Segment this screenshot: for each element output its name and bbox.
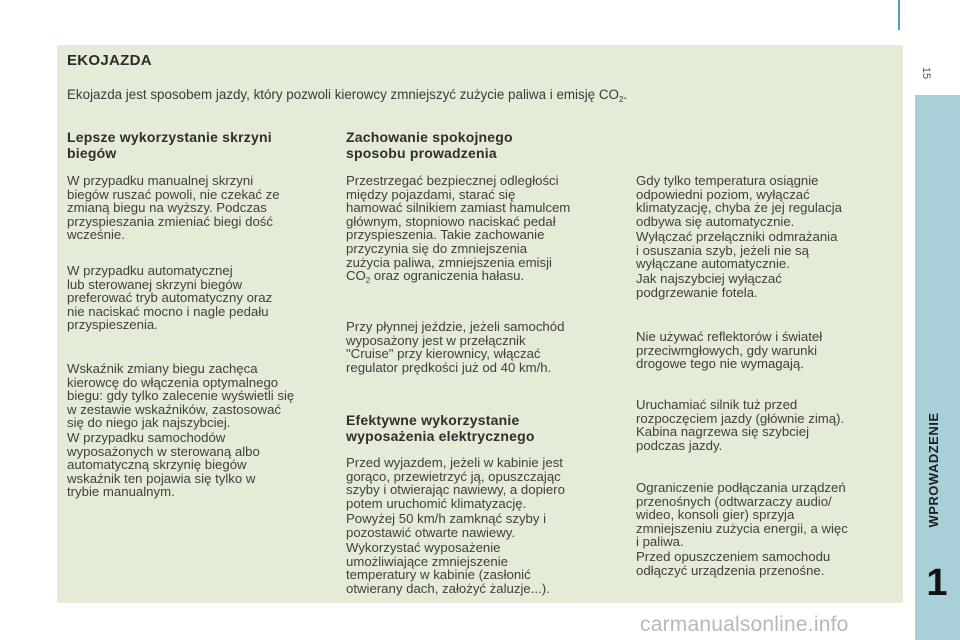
heading-calm-driving: Zachowanie spokojnego sposobu prowadzenia bbox=[346, 129, 513, 161]
intro-text: Ekojazda jest sposobem jazdy, który pozwoli kierowcy zmniejszyć zużycie paliwa i emisję $CO_2$. bbox=[67, 87, 628, 104]
paragraph-cruise-control: Przy płynnej jeździe, jeżeli samochód wyposażony jest w przełącznik "Cruise" przy kierownicy, włączać regulator prędkości już od 40 km/h. bbox=[346, 319, 565, 375]
paragraph-engine-start: Uruchamiać silnik tuż przed rozpoczęciem jazdy (głównie zimą). Kabina nagrzewa się szybciej podczas jazdy. bbox=[636, 397, 845, 453]
paragraph-disconnect-devices: Przed opuszczeniem samochodu odłączyć urządzenia przenośne. bbox=[636, 549, 831, 578]
heading-electrical-equipment: Efektywne wykorzystanie wyposażenia elektrycznego bbox=[346, 412, 535, 444]
paragraph-reduce-temperature: Wykorzystać wyposażenie umożliwiające zmniejszenie temperatury w kabinie (zasłonić otwierany dach, założyć żaluzje...). bbox=[346, 540, 550, 596]
top-accent-line bbox=[898, 0, 900, 30]
page-number: 15 bbox=[920, 66, 932, 80]
paragraph-air-conditioning: Gdy tylko temperatura osiągnie odpowiedni poziom, wyłączać klimatyzację, chyba że jej regulacja odbywa się automatycznie. bbox=[636, 173, 842, 229]
paragraph-automatic-gearbox: W przypadku automatycznej lub sterowanej skrzyni biegów preferować tryb automatyczny oraz nie naciskać mocno i nagle pedału przyspieszenia. bbox=[67, 263, 273, 333]
paragraph-seat-heating: Jak najszybciej wyłączać podgrzewanie fotela. bbox=[636, 271, 782, 300]
paragraph-manual-gearbox: W przypadku manualnej skrzyni biegów ruszać powoli, nie czekać ze zmianą biegu na wyższy. Podczas przyspieszania zmieniać biegi dość wcześnie. bbox=[67, 173, 280, 243]
section-label: WPROWADZENIE bbox=[926, 412, 941, 528]
paragraph-close-windows: Powyżej 50 km/h zamknąć szyby i pozostawić otwarte nawiewy. bbox=[346, 511, 547, 540]
paragraph-gear-indicator-manual: W przypadku samochodów wyposażonych w sterowaną albo automatyczną skrzynię biegów wskaźnik ten pojawia się tylko w trybie manualnym. bbox=[67, 430, 260, 500]
chapter-number: 1 bbox=[926, 562, 948, 604]
watermark: carmanualsonline.info bbox=[640, 613, 849, 636]
paragraph-ventilate-cabin: Przed wyjazdem, jeżeli w kabinie jest gorąco, przewietrzyć ją, opuszczając szyby i otwierając nawiewy, a dopiero potem uruchomić klimatyzację. bbox=[346, 455, 565, 511]
paragraph-fog-lights: Nie używać reflektorów i świateł przeciwmgłowych, gdy warunki drogowe tego nie wymagają. bbox=[636, 329, 823, 372]
paragraph-gear-indicator: Wskaźnik zmiany biegu zachęca kierowcę do włączenia optymalnego biegu: gdy tylko zalecenie wyświetli się w zestawie wskaźników, zastosować się do niego jak najszybciej. bbox=[67, 361, 295, 431]
paragraph-portable-devices: Ograniczenie podłączania urządzeń przenośnych (odtwarzaczy audio/ wideo, konsoli gier) sprzyja zmniejszeniu zużycia energii, a więc i paliwa. bbox=[636, 480, 848, 550]
paragraph-defrost-switches: Wyłączać przełączniki odmrażania i osuszania szyb, jeżeli nie są wyłączane automatycznie. bbox=[636, 229, 838, 272]
chapter-sidebar bbox=[915, 95, 960, 640]
page-title: EKOJAZDA bbox=[67, 52, 152, 69]
paragraph-safe-distance: Przestrzegać bezpiecznej odległości między pojazdami, starać się hamować silnikiem zamiast hamulcem głównym, stopniowo naciskać pedał przyspieszenia. Takie zachowanie przyczynia się do zmniejszenia zużycia paliwa, zmniejszenia emisji $CO_2$ oraz ograniczenia hałasu. bbox=[346, 173, 571, 286]
heading-gearbox: Lepsze wykorzystanie skrzyni biegów bbox=[67, 129, 272, 161]
